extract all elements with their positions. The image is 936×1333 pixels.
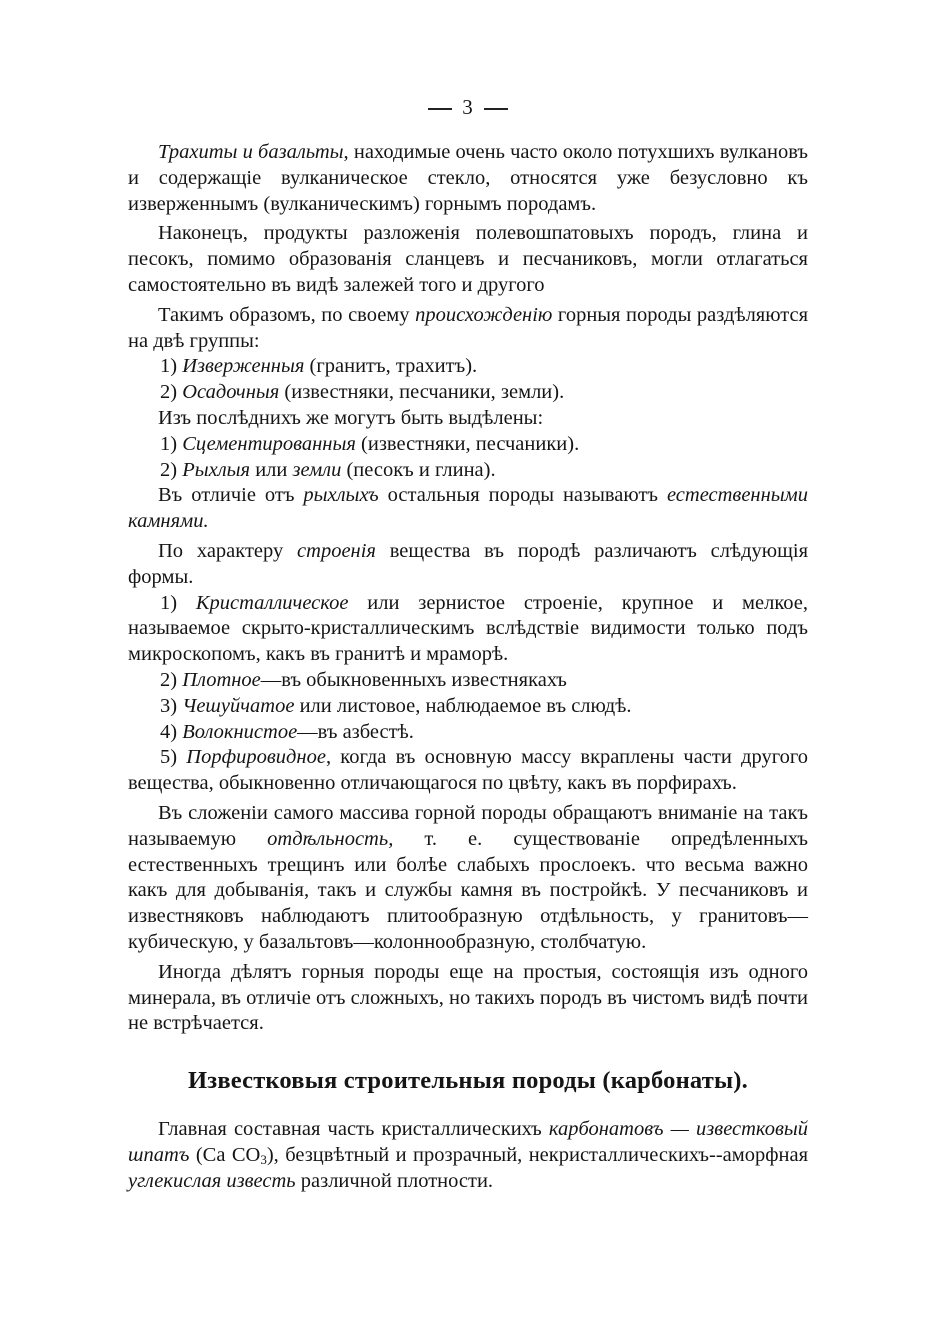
italic-term: отдѣльность, bbox=[267, 827, 394, 850]
list-text: (известняки, песчаники). bbox=[355, 432, 580, 455]
list-number: 1) bbox=[160, 432, 183, 455]
document-page bbox=[128, 92, 808, 1194]
paragraph-text: Въ сложеніи самого массива горной породы обращаютъ вниманіе на такъ называемую bbox=[128, 801, 808, 850]
list-item bbox=[128, 432, 808, 458]
paragraph-text: ), безцвѣтный и прозрачный, некристаллическихъ--аморфная bbox=[266, 1143, 808, 1166]
italic-term: Волокнистое bbox=[182, 720, 298, 743]
italic-term: Трахиты и базальты bbox=[158, 141, 344, 163]
list-item bbox=[128, 745, 808, 797]
paragraph-text: , находимые очень часто около потухшихъ вулкановъ и содержащіе вулканическое стекло, относятся уже безусловно къ изверженнымъ (вулканическимъ) горнымъ породамъ. bbox=[128, 141, 809, 215]
list-item bbox=[128, 694, 808, 720]
italic-term: Плотное bbox=[182, 668, 261, 691]
italic-term: земли bbox=[292, 458, 342, 481]
section-heading: Известковыя строительныя породы (карбонаты). bbox=[188, 1067, 748, 1095]
list-text: (песокъ и глина). bbox=[341, 458, 496, 481]
paragraph-natural-stones bbox=[128, 483, 808, 535]
list-number: 2) bbox=[160, 381, 183, 404]
paragraph-text: Въ отличіе отъ bbox=[158, 484, 304, 507]
paragraph-text: различной плотности. bbox=[295, 1169, 494, 1192]
italic-term: Кристаллическое bbox=[195, 591, 349, 614]
list-text: , когда въ основную массу вкраплены части другого вещества, обыкновенно отличающагося по цвѣту, какъ въ порфирахъ. bbox=[128, 746, 808, 795]
list-item bbox=[128, 720, 808, 746]
paragraph-decomposition bbox=[128, 221, 808, 298]
list-number: 3) bbox=[160, 694, 183, 717]
italic-term: Рыхлыя bbox=[182, 458, 251, 481]
italic-term: происхожденію bbox=[415, 303, 553, 326]
paragraph-text: Изъ послѣднихъ же могутъ быть выдѣлены: bbox=[158, 406, 544, 429]
list-item bbox=[128, 380, 808, 406]
italic-term: карбонатовъ — bbox=[548, 1118, 689, 1141]
list-text: (известняки, песчаники, земли). bbox=[279, 381, 565, 404]
italic-term: рыхлыхъ bbox=[303, 484, 379, 507]
list-item bbox=[128, 591, 808, 668]
paragraph-text: горныя породы раздѣляются на двѣ группы: bbox=[128, 303, 809, 352]
italic-term: углекислая известь bbox=[128, 1169, 296, 1192]
paragraph-simple-rocks bbox=[128, 960, 808, 1037]
italic-term: Порфировидное bbox=[186, 746, 326, 769]
list-item bbox=[128, 354, 808, 380]
list-item bbox=[128, 458, 808, 484]
italic-term: Чешуйчатое bbox=[182, 694, 295, 717]
italic-term: Осадочныя bbox=[182, 381, 280, 404]
paragraph-text: Наконецъ, продукты разложенія полевошпатовыхъ породъ, глина и песокъ, помимо образованія сланцевъ и песчаниковъ, могли отлагаться самостоятельно въ видѣ залежей того и другого bbox=[128, 222, 808, 296]
paragraph-trachytes bbox=[128, 140, 808, 217]
list-number: 4) bbox=[160, 720, 183, 743]
paragraph-origin bbox=[128, 303, 808, 355]
list-number: 2) bbox=[160, 458, 183, 481]
italic-term: строенія bbox=[297, 539, 376, 562]
list-text: или bbox=[250, 458, 293, 481]
paragraph-text: вещества въ породѣ различаютъ слѣдующія формы. bbox=[128, 539, 808, 588]
list-number: 2) bbox=[160, 668, 183, 691]
italic-term: известковый шпатъ bbox=[128, 1118, 809, 1166]
list-text: —въ обыкновенныхъ известнякахъ bbox=[260, 668, 567, 691]
italic-term: Сцементированныя bbox=[182, 432, 356, 455]
paragraph-text: Иногда дѣлятъ горныя породы еще на простыя, состоящія изъ одного минерала, въ отличіе отъ сложныхъ, но такихъ породъ въ чистомъ видѣ почти не встрѣчается. bbox=[128, 960, 808, 1035]
page-number: 3 bbox=[462, 95, 474, 119]
list-number: 5) bbox=[160, 746, 187, 769]
list-item bbox=[128, 668, 808, 694]
paragraph-text: (Ca CO bbox=[189, 1143, 261, 1166]
italic-term: Изверженныя bbox=[182, 355, 305, 378]
list-number: 1) bbox=[160, 355, 183, 378]
paragraph-structure bbox=[128, 539, 808, 591]
list-text: —въ азбестѣ. bbox=[297, 720, 414, 743]
paragraph-text: остальныя породы называютъ bbox=[378, 484, 667, 507]
paragraph-text: По характеру bbox=[158, 539, 298, 562]
italic-term: естественными камнями. bbox=[128, 484, 808, 533]
paragraph-jointing bbox=[128, 801, 808, 956]
list-text: или зернистое строеніе, крупное и мелкое, называемое скрыто-кристаллическимъ вслѣдствіе видимости только подъ микроскопомъ, какъ въ гранитѣ и мраморѣ. bbox=[128, 591, 809, 666]
dash-left bbox=[428, 108, 452, 110]
list-text: или листовое, наблюдаемое въ слюдѣ. bbox=[294, 694, 632, 717]
paragraph-subgroups bbox=[128, 406, 808, 432]
list-number: 1) bbox=[160, 591, 196, 614]
paragraph-carbonates bbox=[128, 1117, 808, 1194]
paragraph-text: т. е. существованіе опредѣленныхъ естественныхъ трещинъ или болѣе слабыхъ прослоекъ. что весьма важно какъ для добыванія, такъ и службы камня въ постройкѣ. У песчаниковъ и известняковъ наблюдаютъ плитообразную отдѣльность, у гранитовъ—кубическую, у базальтовъ—колоннообразную, столбчатую. bbox=[128, 827, 808, 953]
page-number-header bbox=[128, 92, 808, 122]
dash-right bbox=[484, 108, 508, 110]
subscript: 3 bbox=[260, 1151, 267, 1167]
paragraph-text: Такимъ образомъ, по своему bbox=[158, 303, 416, 326]
list-text: (гранитъ, трахитъ). bbox=[304, 355, 478, 378]
paragraph-text: Главная составная часть кристаллическихъ bbox=[158, 1118, 549, 1141]
